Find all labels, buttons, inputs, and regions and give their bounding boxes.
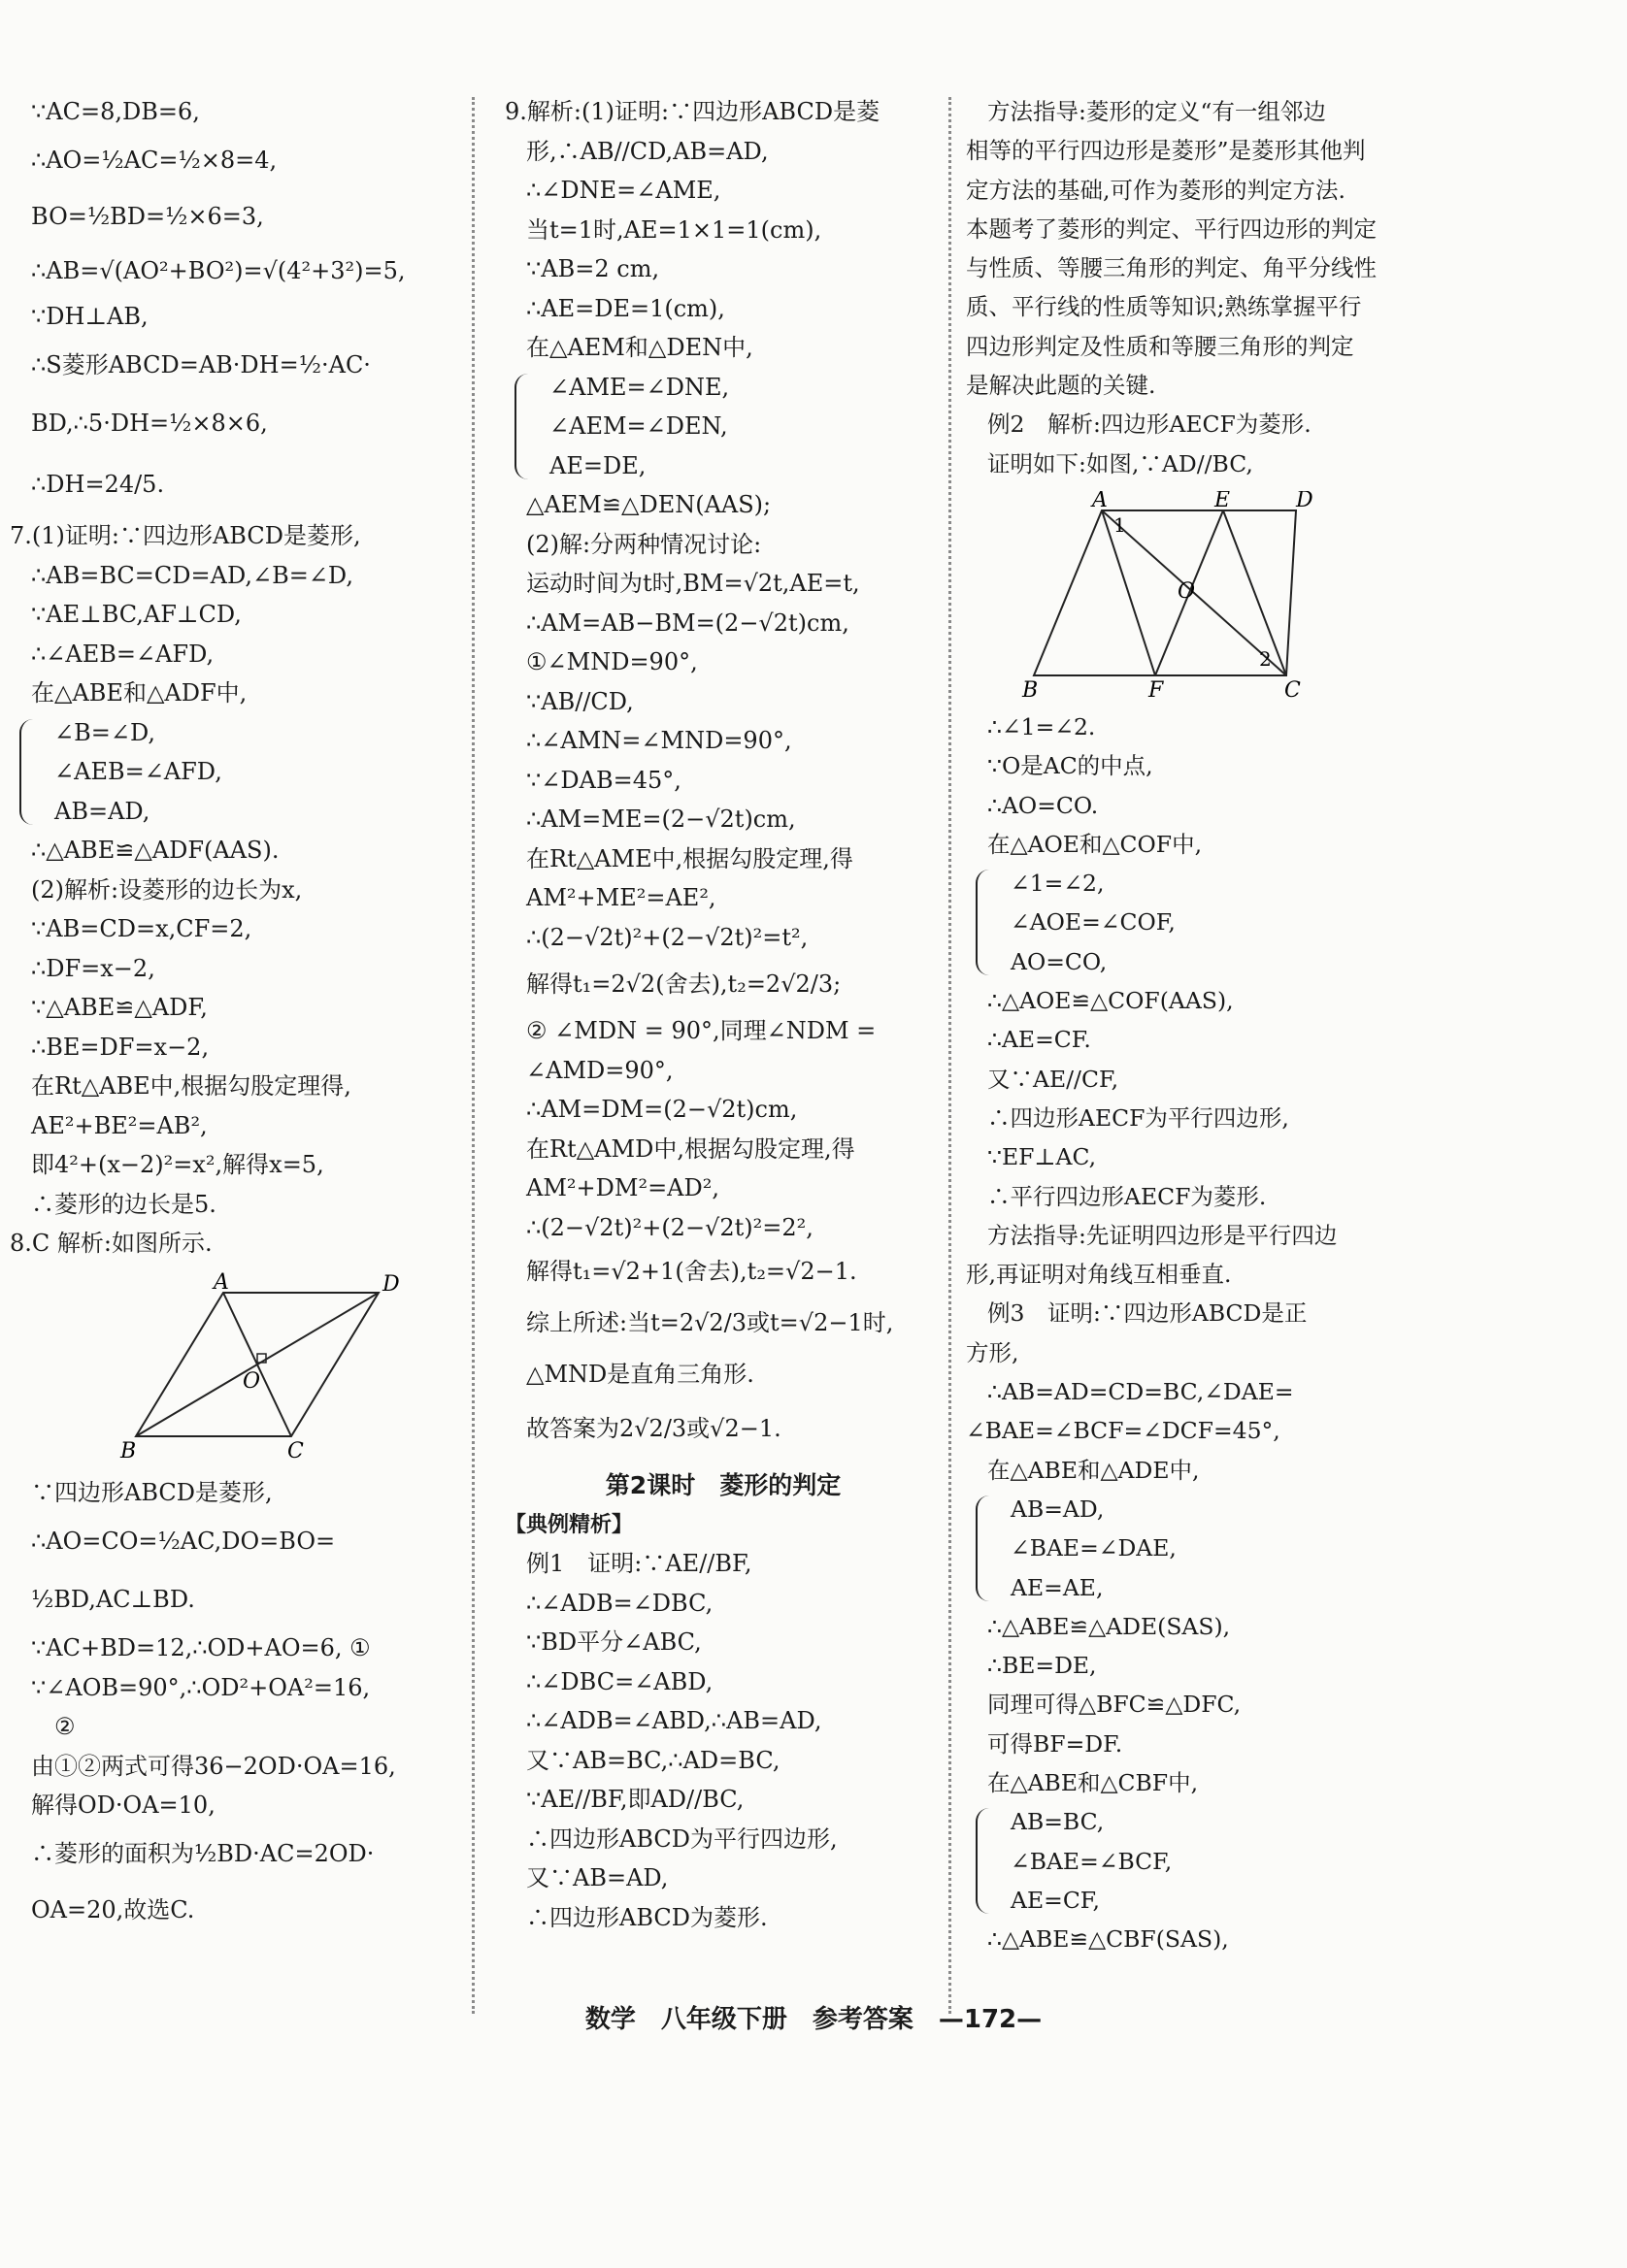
text-line: ∴四边形AECF为平行四边形, (987, 1103, 1289, 1132)
text-line: 证明如下:如图,∵AD//BC, (987, 449, 1253, 477)
text-line: ∴AE=DE=1(cm), (526, 294, 725, 322)
text-line: 在△ABE和△CBF中, (987, 1768, 1199, 1796)
text-line: 方法指导:菱形的定义“有一组邻边 (987, 98, 1326, 125)
rhombus-diagram (116, 1271, 408, 1465)
text-line: 在Rt△AMD中,根据勾股定理,得 (526, 1134, 855, 1163)
text-line: ∠AMD=90°, (526, 1056, 674, 1084)
text-line: ∠AEB=∠AFD, (54, 758, 222, 785)
brace-group (10, 713, 466, 832)
text-line: ∴∠AEB=∠AFD, (31, 640, 215, 668)
text-line: ∴AE=CF. (987, 1026, 1091, 1054)
text-line: 当t=1时,AE=1×1=1(cm), (526, 215, 822, 244)
text-line: 可得BF=DF. (987, 1729, 1123, 1758)
text-line: ∴AM=AB−BM=(2−√2t)cm, (526, 608, 849, 637)
text-line: ∵△ABE≌△ADF, (31, 994, 208, 1021)
text-line: ①∠MND=90°, (526, 648, 698, 675)
text-line: ∠BAE=∠BCF=∠DCF=45°, (966, 1417, 1280, 1445)
text-line: 四边形判定及性质和等腰三角形的判定 (966, 332, 1354, 360)
label-c: C (287, 1438, 304, 1463)
text-line: 在Rt△ABE中,根据勾股定理得, (31, 1072, 351, 1100)
lesson-heading: 第2课时 菱形的判定 (605, 1471, 842, 1499)
text-line: AE=DE, (549, 451, 647, 479)
text-line: ∴平行四边形AECF为菱形. (987, 1182, 1267, 1210)
text-line: 定方法的基础,可作为菱形的判定方法. (966, 176, 1345, 204)
text-line: ∵BD平分∠ABC, (526, 1628, 702, 1656)
column-divider-right (948, 97, 951, 2014)
text-line: ∵∠AOB=90°,∴OD²+OA²=16, (31, 1673, 371, 1701)
text-line: ∵AE⊥BC,AF⊥CD, (31, 601, 242, 628)
text-line: (2)解:分两种情况讨论: (526, 530, 762, 558)
text-line: ∴AM=DM=(2−√2t)cm, (526, 1096, 798, 1123)
text-line: 又∵AB=AD, (526, 1864, 669, 1891)
text-line: 故答案为2√2/3或√2−1. (526, 1415, 781, 1442)
text-line: ② (54, 1713, 76, 1740)
column-divider-left (472, 97, 475, 2014)
text-line: △MND是直角三角形. (526, 1361, 754, 1388)
text-line: ∴∠1=∠2. (987, 712, 1096, 740)
text-line: 又∵AE//CF, (987, 1065, 1119, 1093)
text-line: ∴(2−√2t)²+(2−√2t)²=2², (526, 1213, 814, 1241)
text-line: ∵∠DAB=45°, (526, 766, 681, 794)
text-line: 相等的平行四边形是菱形”是菱形其他判 (966, 137, 1366, 165)
text-line: OA=20,故选C. (31, 1895, 195, 1923)
column-1 (10, 92, 466, 1938)
label-b: B (120, 1438, 137, 1463)
label-a: A (1092, 490, 1108, 512)
label-c: C (1284, 677, 1301, 700)
label-f: F (1148, 677, 1164, 700)
text-line: 例1 证明:∵AE//BF, (526, 1550, 752, 1577)
text-line: ∠B=∠D, (54, 718, 155, 746)
rhombus-figure (10, 1271, 466, 1465)
text-line: 方法指导:先证明四边形是平行四边 (987, 1221, 1338, 1249)
parallelogram-diagram (1014, 491, 1325, 700)
text-line: ∴AB=AD=CD=BC,∠DAE= (987, 1378, 1294, 1406)
text-line: (2)解析:设菱形的边长为x, (31, 875, 303, 904)
text-line: 9.解析:(1)证明:∵四边形ABCD是菱 (505, 98, 880, 125)
text-line: 形,∴AB//CD,AB=AD, (526, 137, 769, 165)
label-d: D (382, 1271, 400, 1297)
text-line: BD,∴5·DH=½×8×6, (31, 410, 268, 437)
text-line: ∴∠ADB=∠DBC, (526, 1589, 714, 1617)
text-line: ∴菱形的边长是5. (31, 1190, 216, 1218)
label-b: B (1022, 677, 1039, 700)
text-line: ∵O是AC的中点, (987, 752, 1153, 780)
text-line: ∵四边形ABCD是菱形, (31, 1478, 273, 1506)
parallelogram-figure (966, 491, 1607, 700)
text-line: ∴四边形ABCD为菱形. (526, 1903, 768, 1931)
brace-group (966, 1802, 1607, 1920)
section-tag: 【典例精析】 (505, 1513, 634, 1537)
label-a: A (214, 1270, 229, 1295)
label-o: O (1178, 578, 1196, 604)
text-line: ∴四边形ABCD为平行四边形, (526, 1824, 838, 1853)
text-line: ∵EF⊥AC, (987, 1143, 1097, 1171)
text-line: 8.C 解析:如图所示. (10, 1230, 213, 1257)
text-line: ∵AC+BD=12,∴OD+AO=6, ① (31, 1634, 371, 1661)
text-line: ∴∠AMN=∠MND=90°, (526, 727, 792, 754)
text-line: 又∵AB=BC,∴AD=BC, (526, 1746, 780, 1774)
text-line: ½BD,AC⊥BD. (31, 1586, 195, 1613)
label-o: O (243, 1368, 261, 1394)
text-line: AE=CF, (1011, 1886, 1100, 1914)
text-line: ∵AB=2 cm, (526, 255, 660, 282)
text-line: △AEM≌△DEN(AAS); (526, 491, 772, 518)
text-line: ∴BE=DF=x−2, (31, 1033, 210, 1061)
text-line: 运动时间为t时,BM=√2t,AE=t, (526, 570, 860, 597)
text-line: 是解决此题的关键. (966, 372, 1156, 400)
text-line: 质、平行线的性质等知识;熟练掌握平行 (966, 293, 1362, 321)
text-line: ∴△ABE≌△CBF(SAS), (987, 1925, 1229, 1954)
text-line: BO=½BD=½×6=3, (31, 202, 264, 230)
text-line: 在△AEM和△DEN中, (526, 334, 753, 361)
label-d: D (1296, 490, 1313, 512)
text-line: 综上所述:当t=2√2/3或t=√2−1时, (526, 1309, 894, 1336)
text-line: 例2 解析:四边形AECF为菱形. (987, 411, 1312, 439)
text-line: AO=CO, (1011, 947, 1108, 975)
text-line: ∴(2−√2t)²+(2−√2t)²=t², (526, 923, 809, 951)
label-angle-2: 2 (1259, 646, 1272, 671)
column-3 (966, 92, 1607, 1958)
text-line: 形,再证明对角线互相垂直. (966, 1261, 1232, 1289)
label-angle-1: 1 (1113, 512, 1126, 537)
text-line: ∴AO=½AC=½×8=4, (31, 146, 278, 174)
column-2 (505, 92, 942, 1937)
text-line: ∴S菱形ABCD=AB·DH=½·AC· (31, 351, 371, 378)
text-line: AB=AD, (54, 797, 150, 825)
text-line: 例3 证明:∵四边形ABCD是正 (987, 1299, 1308, 1328)
text-line: ∠AME=∠DNE, (549, 373, 730, 401)
text-line: AE²+BE²=AB², (31, 1111, 208, 1139)
text-line: ∴菱形的面积为½BD·AC=2OD· (31, 1839, 375, 1867)
text-line: 在△ABE和△ADF中, (31, 679, 248, 707)
text-line: 在△ABE和△ADE中, (987, 1456, 1200, 1484)
text-line: AB=BC, (1011, 1808, 1105, 1836)
text-line: ∴AB=√(AO²+BO²)=√(4²+3²)=5, (31, 256, 406, 284)
text-line: 即4²+(x−2)²=x²,解得x=5, (31, 1151, 324, 1178)
text-line: ∵AE//BF,即AD//BC, (526, 1786, 745, 1813)
text-line: ∴AM=ME=(2−√2t)cm, (526, 805, 796, 833)
text-line: ∠BAE=∠DAE, (1011, 1534, 1177, 1562)
text-line: 方形, (966, 1338, 1019, 1366)
text-line: 7.(1)证明:∵四边形ABCD是菱形, (10, 522, 361, 549)
text-line: 在Rt△AME中,根据勾股定理,得 (526, 844, 853, 872)
text-line: ∴AO=CO=½AC,DO=BO= (31, 1528, 336, 1555)
text-line: ∵DH⊥AB, (31, 302, 149, 330)
text-line: ∴△AOE≌△COF(AAS), (987, 987, 1234, 1015)
brace-group (505, 368, 942, 486)
text-line: ∴AB=BC=CD=AD,∠B=∠D, (31, 561, 353, 589)
text-line: ∴AO=CO. (987, 791, 1099, 819)
text-line: ∠AOE=∠COF, (1011, 908, 1176, 937)
text-line: 由①②两式可得36−2OD·OA=16, (31, 1752, 396, 1780)
text-line: 在△AOE和△COF中, (987, 830, 1203, 858)
text-line: ∠BAE=∠BCF, (1011, 1847, 1173, 1875)
text-line: 本题考了菱形的判定、平行四边形的判定 (966, 214, 1377, 243)
text-line: AM²+DM²=AD², (526, 1174, 720, 1201)
text-line: 与性质、等腰三角形的判定、角平分线性 (966, 254, 1377, 282)
text-line: ∴△ABE≌△ADE(SAS), (987, 1612, 1231, 1640)
label-e: E (1214, 490, 1231, 512)
page-footer: 数学 八年级下册 参考答案 —172— (584, 2005, 1043, 2034)
text-line: ∴BE=DE, (987, 1652, 1097, 1680)
text-line: 解得t₁=√2+1(舍去),t₂=√2−1. (526, 1258, 857, 1285)
text-line: AM²+ME²=AE², (526, 884, 716, 911)
text-line: ∠1=∠2, (1011, 870, 1105, 898)
text-line: ∴DF=x−2, (31, 954, 155, 982)
text-line: ∠AEM=∠DEN, (549, 412, 728, 440)
text-line: 同理可得△BFC≌△DFC, (987, 1691, 1242, 1719)
text-line: ∵AB//CD, (526, 687, 634, 715)
text-line: ∵AC=8,DB=6, (31, 98, 200, 125)
text-line: AE=AE, (1011, 1573, 1104, 1601)
text-line: AB=AD, (1011, 1495, 1105, 1523)
text-line: ∴∠DNE=∠AME, (526, 177, 721, 204)
text-line: ∵AB=CD=x,CF=2, (31, 915, 252, 942)
brace-group (966, 864, 1607, 981)
text-line: 解得OD·OA=10, (31, 1791, 216, 1819)
text-line: ∴∠ADB=∠ABD,∴AB=AD, (526, 1707, 822, 1734)
text-line: 解得t₁=2√2(舍去),t₂=2√2/3; (526, 970, 842, 998)
text-line: ∴△ABE≌△ADF(AAS). (31, 837, 280, 864)
text-line: ∴∠DBC=∠ABD, (526, 1667, 714, 1695)
brace-group (966, 1490, 1607, 1607)
text-line: ② ∠MDN = 90°,同理∠NDM = (526, 1017, 877, 1044)
text-line: ∴DH=24/5. (31, 471, 165, 498)
